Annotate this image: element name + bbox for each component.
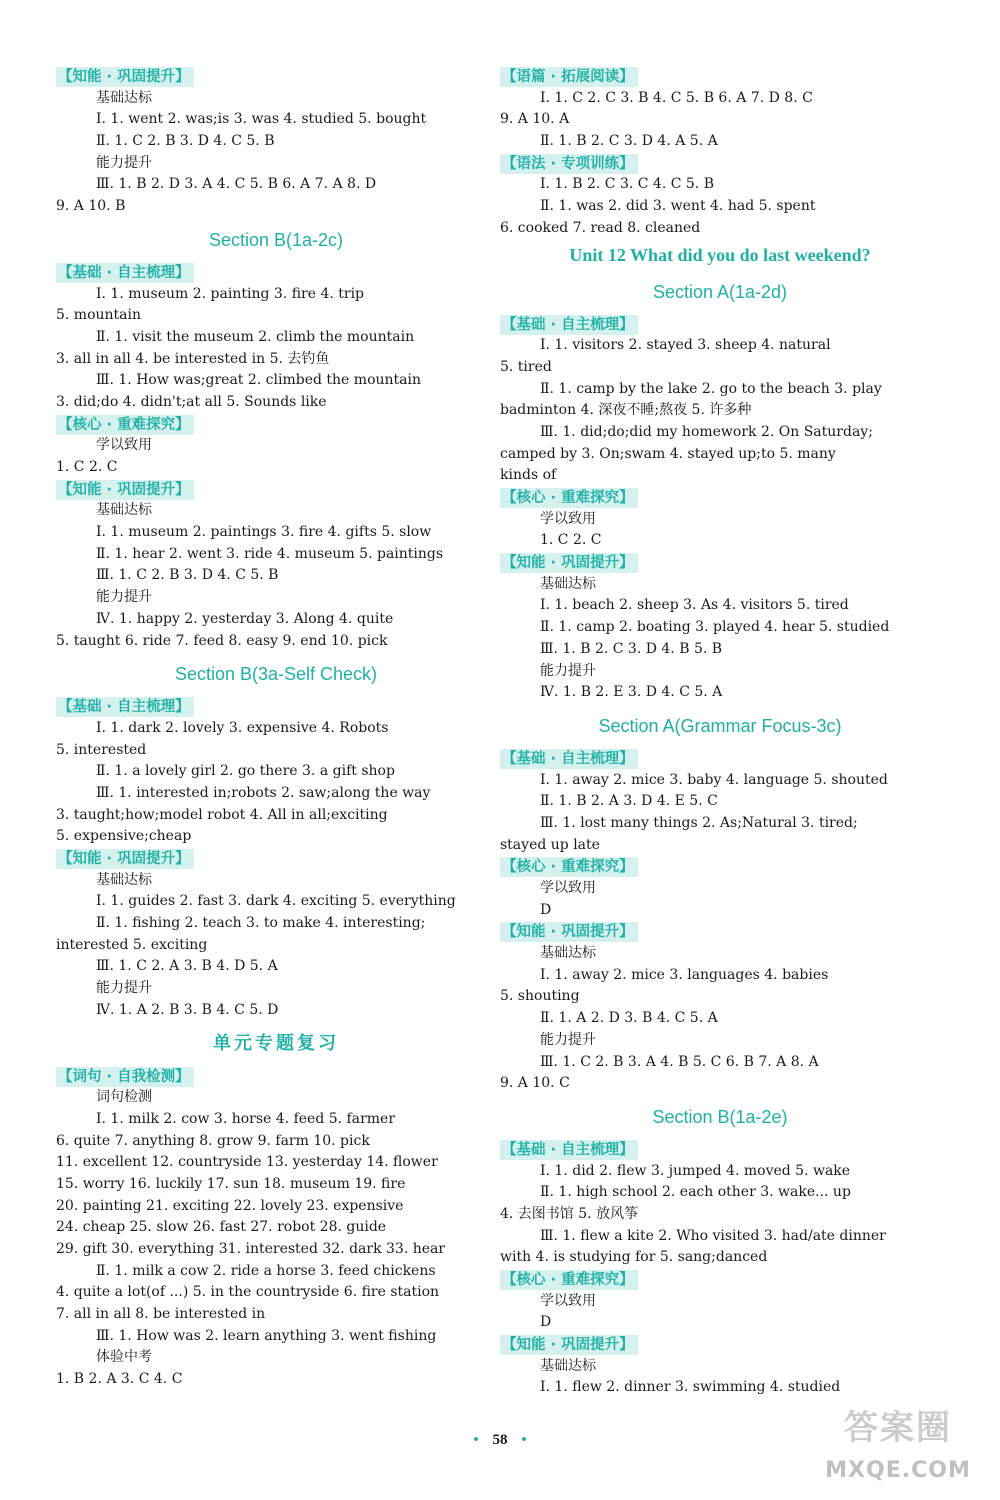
section-tag	[56, 414, 496, 436]
answer-line: Ⅲ. 1. C 2. B 3. A 4. B 5. C 6. B 7. A 8. A	[540, 1053, 819, 1070]
sub-heading: 基础达标	[540, 945, 596, 962]
answer-line: Ⅱ. 1. B 2. A 3. D 4. E 5. C	[540, 793, 718, 810]
answer-line-continued: 6. cooked 7. read 8. cleaned	[500, 219, 701, 236]
answer-line-continued: 9. A 10. B	[56, 198, 126, 215]
answer-line: Ⅱ. 1. B 2. C 3. D 4. A 5. A	[540, 133, 718, 150]
section-tag-label: 【核心 · 重难探究】	[500, 488, 638, 508]
answer-line-continued: badminton 4. 深夜不睡;熬夜 5. 许多种	[500, 402, 752, 419]
answer-line: Ⅱ. 1. A 2. D 3. B 4. C 5. A	[540, 1010, 718, 1027]
sub-heading: 能力提升	[96, 980, 152, 997]
section-tag-label: 【核心 · 重难探究】	[500, 1270, 638, 1290]
answer-line-continued: 5. tired	[500, 358, 552, 375]
answer-line: Ⅰ. 1. guides 2. fast 3. dark 4. exciting 5. everything	[96, 893, 456, 910]
sub-heading: 基础达标	[540, 575, 596, 592]
answer-line: Ⅰ. 1. did 2. flew 3. jumped 4. moved 5. wake	[540, 1162, 851, 1179]
sub-heading: 学以致用	[540, 510, 596, 527]
left-column	[56, 66, 496, 1391]
answer-line: Ⅱ. 1. milk a cow 2. ride a horse 3. feed chickens	[96, 1262, 436, 1279]
answer-line: Ⅰ. 1. dark 2. lovely 3. expensive 4. Robots	[96, 719, 389, 736]
answer-line: Ⅲ. 1. C 2. A 3. B 4. D 5. A	[96, 958, 278, 975]
answer-line: Ⅰ. 1. away 2. mice 3. languages 4. babies	[540, 966, 829, 983]
answer-line-continued: 6. quite 7. anything 8. grow 9. farm 10. pick	[56, 1132, 370, 1149]
answer-line: Ⅰ. 1. milk 2. cow 3. horse 4. feed 5. farmer	[96, 1110, 396, 1127]
answer-line: Ⅲ. 1. C 2. B 3. D 4. C 5. B	[96, 567, 279, 584]
answer-line: D	[540, 1314, 552, 1331]
answer-line: Ⅳ. 1. B 2. E 3. D 4. C 5. A	[540, 684, 723, 701]
answer-line-continued: 29. gift 30. everything 31. interested 32. dark 33. hear	[56, 1241, 446, 1257]
answer-line: Ⅰ. 1. visitors 2. stayed 3. sheep 4. natural	[540, 337, 831, 354]
answer-line: Ⅰ. 1. B 2. C 3. C 4. C 5. B	[540, 176, 714, 193]
section-tag	[500, 856, 940, 878]
sub-heading: 体验中考	[96, 1349, 152, 1366]
sub-heading: 能力提升	[540, 662, 596, 679]
answer-line-continued: 3. did;do 4. didn't;at all 5. Sounds like	[56, 393, 327, 410]
section-tag	[500, 748, 940, 770]
section-tag-label: 【词句 · 自我检测】	[56, 1067, 194, 1087]
answer-line: Ⅱ. 1. was 2. did 3. went 4. had 5. spent	[540, 198, 816, 215]
section-tag-label: 【核心 · 重难探究】	[500, 857, 638, 877]
answer-line: Ⅱ. 1. camp by the lake 2. go to the beach 3. play	[540, 380, 882, 397]
answer-line: Ⅳ. 1. happy 2. yesterday 3. Along 4. quite	[96, 610, 394, 627]
answer-line-continued: 4. 去图书馆 5. 放风筝	[500, 1205, 639, 1222]
answer-line-continued: 3. all in all 4. be interested in 5. 去钓鱼	[56, 350, 330, 367]
section-tag-label: 【基础 · 自主梳理】	[500, 1140, 638, 1160]
answer-line-continued: 9. A 10. C	[500, 1075, 570, 1092]
section-tag-label: 【核心 · 重难探究】	[56, 415, 194, 435]
watermark-url: MXQE.COM	[825, 1458, 971, 1483]
answer-line: Ⅲ. 1. How was;great 2. climbed the mountain	[96, 372, 421, 389]
section-tag	[56, 262, 496, 284]
answer-line: Ⅲ. 1. How was 2. learn anything 3. went fishing	[96, 1327, 437, 1344]
section-title: Section B(1a-2e)	[652, 1106, 788, 1127]
section-tag	[56, 696, 496, 718]
answer-line-continued: with 4. is studying for 5. sang;danced	[500, 1249, 768, 1266]
answer-line: Ⅱ. 1. hear 2. went 3. ride 4. museum 5. paintings	[96, 545, 444, 562]
sub-heading: 能力提升	[540, 1031, 596, 1048]
section-tag	[56, 848, 496, 870]
answer-line: Ⅰ. 1. museum 2. paintings 3. fire 4. gifts 5. slow	[96, 524, 432, 541]
section-tag-label: 【知能 · 巩固提升】	[56, 849, 194, 869]
answer-line: Ⅰ. 1. C 2. C 3. B 4. C 5. B 6. A 7. D 8. C	[540, 89, 813, 106]
section-tag	[56, 66, 496, 88]
section-title: Section B(3a-Self Check)	[174, 664, 378, 685]
answer-line-continued: 11. excellent 12. countryside 13. yesterday 14. flower	[56, 1154, 438, 1171]
answer-line-continued: 15. worry 16. luckily 17. sun 18. museum 19. fire	[56, 1175, 406, 1192]
answer-line-continued: kinds of	[500, 467, 557, 484]
section-tag	[500, 921, 940, 943]
unit-title: Unit 12 What did you do last weekend?	[569, 244, 871, 265]
answer-line: Ⅰ. 1. flew 2. dinner 3. swimming 4. studied	[540, 1379, 841, 1396]
answer-line-continued: camped by 3. On;swam 4. stayed up;to 5. many	[500, 445, 836, 462]
answer-line: Ⅱ. 1. C 2. B 3. D 4. C 5. B	[96, 133, 275, 150]
review-title: 单元专题复习	[213, 1032, 339, 1054]
section-tag	[500, 66, 940, 88]
answer-line-continued: 24. cheap 25. slow 26. fast 27. robot 28. guide	[56, 1219, 387, 1236]
answer-line-continued: 5. interested	[56, 741, 147, 758]
right-column	[500, 66, 940, 1399]
answer-line: Ⅰ. 1. away 2. mice 3. baby 4. language 5. shouted	[540, 771, 888, 788]
section-tag-label: 【知能 · 巩固提升】	[56, 67, 194, 87]
answer-line-continued: 1. C 2. C	[56, 459, 118, 475]
sub-heading: 基础达标	[96, 89, 152, 106]
answer-line: Ⅱ. 1. high school 2. each other 3. wake... up	[540, 1184, 851, 1201]
answer-line: Ⅰ. 1. museum 2. painting 3. fire 4. trip	[96, 285, 365, 302]
section-tag-label: 【基础 · 自主梳理】	[56, 263, 194, 283]
section-tag	[56, 1066, 496, 1088]
section-tag	[500, 153, 940, 175]
section-tag-label: 【语法 · 专项训练】	[500, 154, 638, 174]
answer-line-continued: 3. taught;how;model robot 4. All in all;exciting	[56, 806, 388, 823]
answer-line-continued: 4. quite a lot(of ...) 5. in the countryside 6. fire station	[56, 1284, 440, 1301]
answer-line-continued: interested 5. exciting	[56, 936, 208, 953]
answer-line: Ⅲ. 1. lost many things 2. As;Natural 3. tired;	[540, 814, 858, 831]
answer-line-continued: 5. shouting	[500, 988, 580, 1005]
answer-line: Ⅳ. 1. A 2. B 3. B 4. C 5. D	[96, 1001, 279, 1018]
section-tag-label: 【知能 · 巩固提升】	[500, 922, 638, 942]
section-title: Section B(1a-2c)	[208, 229, 344, 250]
answer-line-continued: 20. painting 21. exciting 22. lovely 23. expensive	[56, 1197, 404, 1214]
section-tag-label: 【基础 · 自主梳理】	[56, 697, 194, 717]
sub-heading: 基础达标	[96, 871, 152, 888]
sub-heading: 能力提升	[96, 154, 152, 171]
answer-line-continued: 7. all in all 8. be interested in	[56, 1306, 266, 1323]
answer-line: Ⅰ. 1. went 2. was;is 3. was 4. studied 5. bought	[96, 111, 427, 128]
answer-line-continued: 1. B 2. A 3. C 4. C	[56, 1371, 183, 1388]
section-tag	[500, 1269, 940, 1291]
section-title: Section A(Grammar Focus-3c)	[598, 715, 842, 736]
answer-line: Ⅱ. 1. fishing 2. teach 3. to make 4. interesting;	[96, 915, 426, 932]
sub-heading: 基础达标	[96, 502, 152, 519]
answer-line: Ⅰ. 1. beach 2. sheep 3. As 4. visitors 5. tired	[540, 597, 849, 614]
answer-line: Ⅲ. 1. flew a kite 2. Who visited 3. had/ate dinner	[540, 1227, 886, 1244]
page-number: • 58 •	[473, 1432, 527, 1448]
section-tag	[500, 552, 940, 574]
answer-line: Ⅲ. 1. did;do;did my homework 2. On Saturday;	[540, 423, 873, 440]
sub-heading: 学以致用	[96, 437, 152, 454]
section-tag	[500, 487, 940, 509]
answer-line-continued: 5. taught 6. ride 7. feed 8. easy 9. end 10. pick	[56, 632, 388, 649]
sub-heading: 词句检测	[96, 1089, 152, 1106]
answer-line: 1. C 2. C	[540, 532, 602, 549]
answer-line-continued: 9. A 10. A	[500, 111, 570, 128]
section-tag-label: 【基础 · 自主梳理】	[500, 315, 638, 335]
section-tag-label: 【知能 · 巩固提升】	[500, 553, 638, 573]
section-tag	[500, 1334, 940, 1356]
watermark-logo	[808, 1400, 988, 1495]
section-tag-label: 【知能 · 巩固提升】	[500, 1335, 638, 1355]
sub-heading: 学以致用	[540, 1292, 596, 1309]
answer-line: Ⅲ. 1. B 2. C 3. D 4. B 5. B	[540, 640, 723, 657]
sub-heading: 基础达标	[540, 1357, 596, 1374]
section-tag	[500, 1139, 940, 1161]
answer-line: Ⅲ. 1. interested in;robots 2. saw;along the way	[96, 784, 431, 801]
answer-line: Ⅱ. 1. a lovely girl 2. go there 3. a gift shop	[96, 763, 395, 780]
section-tag	[500, 314, 940, 336]
sub-heading: 学以致用	[540, 880, 596, 896]
sub-heading: 能力提升	[96, 589, 152, 606]
answer-line-continued: 5. expensive;cheap	[56, 828, 192, 845]
answer-line: Ⅲ. 1. B 2. D 3. A 4. C 5. B 6. A 7. A 8. D	[96, 176, 377, 193]
section-tag	[56, 479, 496, 501]
section-tag-label: 【知能 · 巩固提升】	[56, 480, 194, 500]
watermark-text: 答案圈	[844, 1408, 952, 1448]
answer-line-continued: stayed up late	[500, 836, 600, 853]
answer-line: D	[540, 901, 552, 918]
section-title: Section A(1a-2d)	[652, 281, 788, 302]
section-tag-label: 【基础 · 自主梳理】	[500, 749, 638, 769]
section-tag-label: 【语篇 · 拓展阅读】	[500, 67, 638, 87]
answer-line: Ⅱ. 1. visit the museum 2. climb the mountain	[96, 328, 415, 345]
answer-line: Ⅱ. 1. camp 2. boating 3. played 4. hear 5. studied	[540, 619, 890, 636]
page-number-value: 58	[492, 1432, 508, 1448]
answer-line-continued: 5. mountain	[56, 307, 142, 324]
